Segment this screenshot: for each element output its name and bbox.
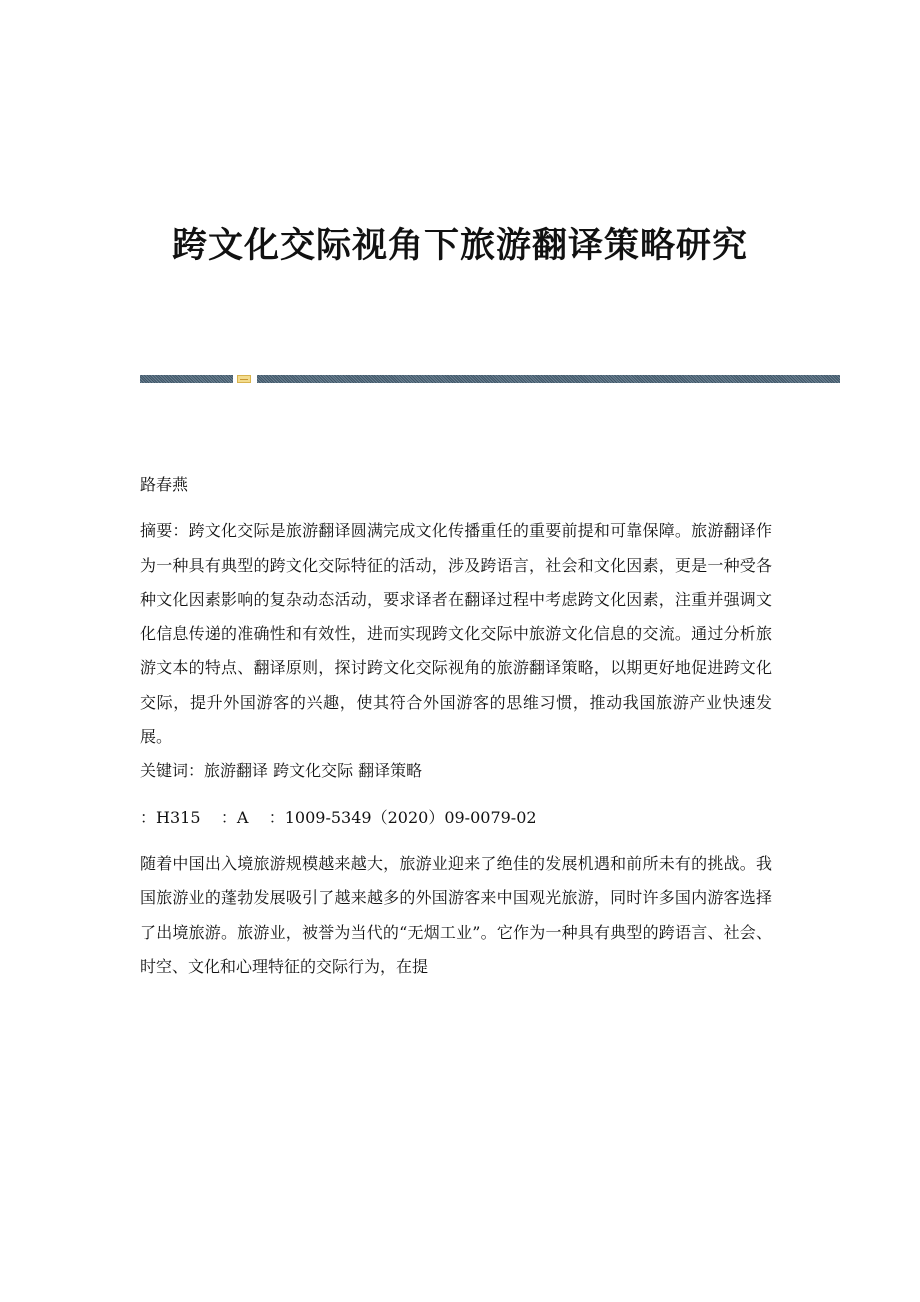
keywords-line: 关键词：旅游翻译 跨文化交际 翻译策略 xyxy=(140,761,423,781)
divider-bar-left xyxy=(140,375,233,383)
document-code: ：A xyxy=(220,807,249,827)
title-divider xyxy=(140,375,840,383)
abstract-paragraph: 摘要：跨文化交际是旅游翻译圆满完成文化传播重任的重要前提和可靠保障。旅游翻译作为一种具有典型的跨文化交际特征的活动，涉及跨语言，社会和文化因素，更是一种受各种文化因素影响的复杂动态活动，要求译者在翻译过程中考虑跨文化因素，注重并强调文化信息传递的准确性和有效性，进而实现跨文化交际中旅游文化信息的交流。通过分析旅游文本的特点、翻译原则，探讨跨文化交际视角的旅游翻译策略，以期更好地促进跨文化交际，提升外国游客的兴趣，使其符合外国游客的思维习惯，推动我国旅游产业快速发展。 xyxy=(140,521,772,747)
divider-ornament-icon xyxy=(237,375,251,383)
classification-line xyxy=(140,801,772,835)
author-name: 路春燕 xyxy=(140,475,189,494)
intro-paragraph: 随着中国出入境旅游规模越来越大，旅游业迎来了绝佳的发展机遇和前所未有的挑战。我国旅游业的蓬勃发展吸引了越来越多的外国游客来中国观光旅游，同时许多国内游客选择了出境旅游。旅游业，被誉为当代的“无烟工业”。它作为一种具有典型的跨语言、社会、时空、文化和心理特征的交际行为，在提 xyxy=(140,853,772,976)
clc-number: ：H315 xyxy=(140,807,201,827)
paper-body xyxy=(140,468,772,984)
article-id: ：1009-5349（2020）09-0079-02 xyxy=(268,807,537,827)
divider-bar-right xyxy=(257,375,840,383)
paper-title: 跨文化交际视角下旅游翻译策略研究 xyxy=(171,225,748,266)
